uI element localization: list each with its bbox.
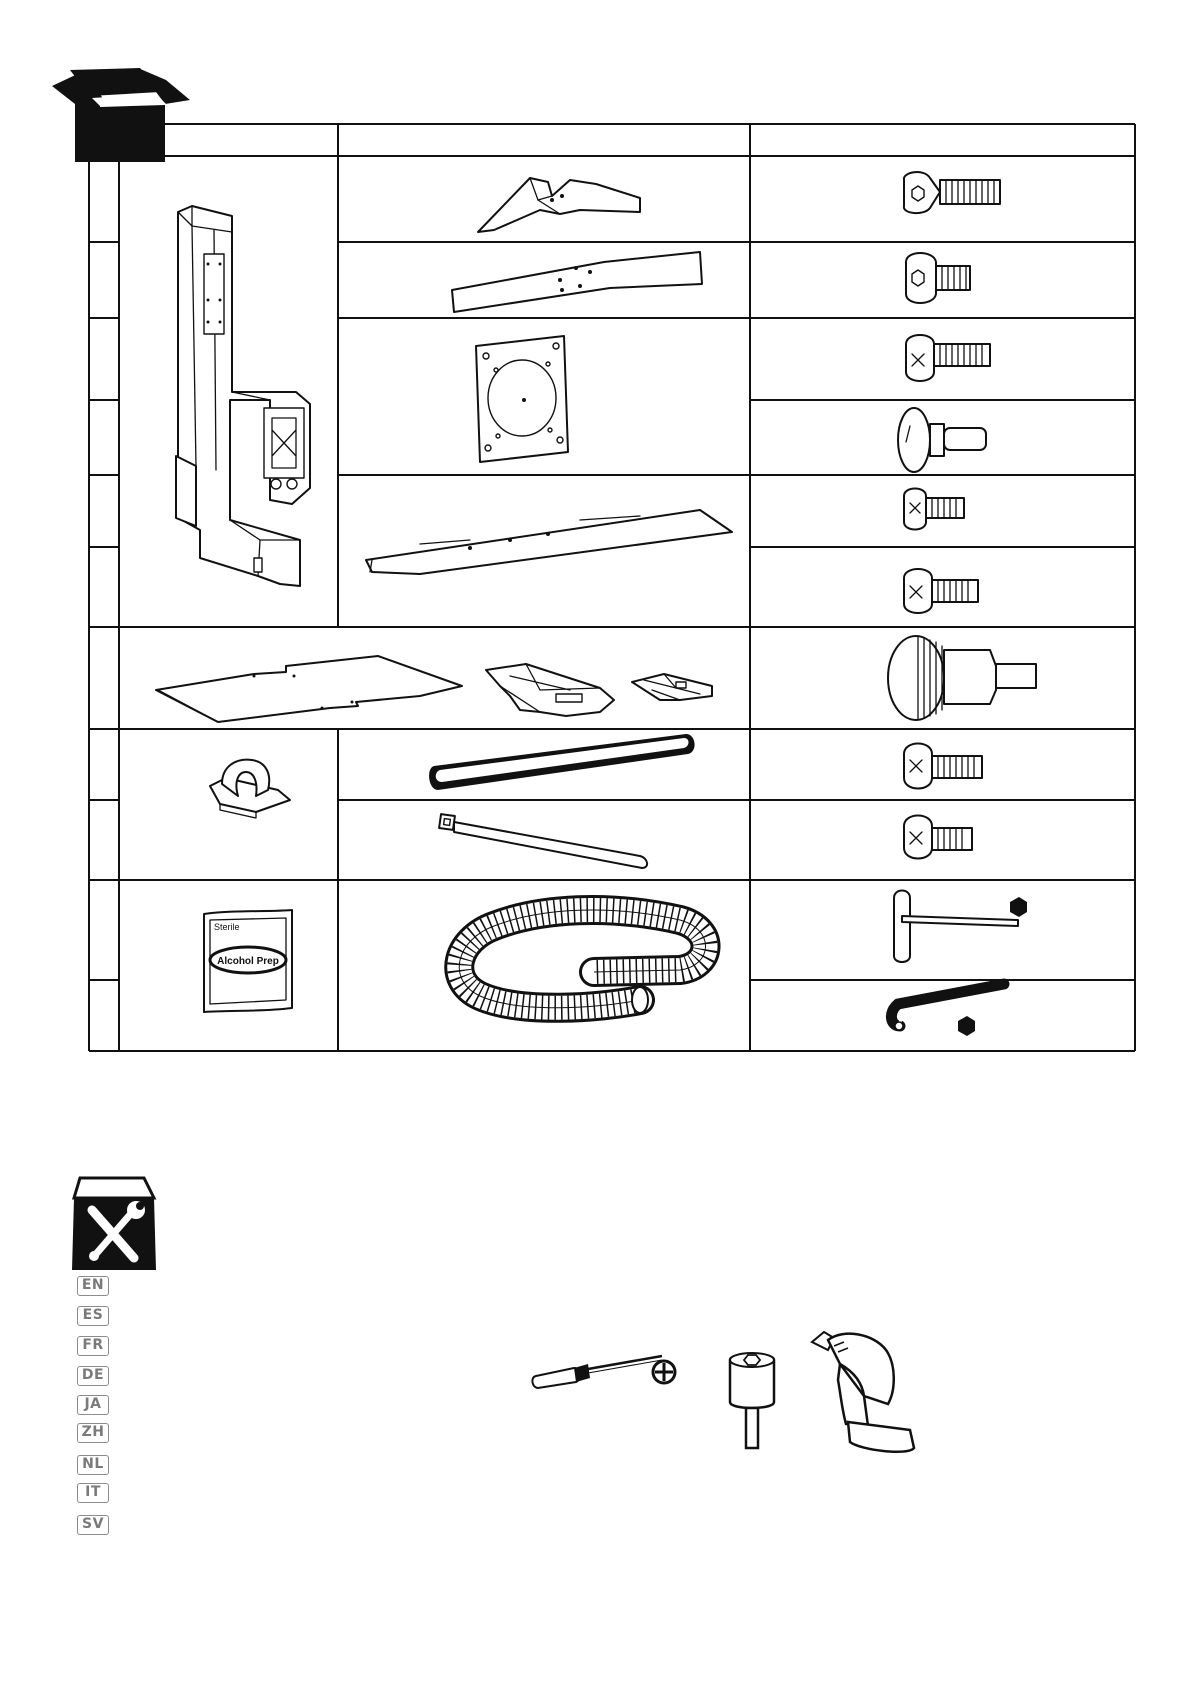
power-drill-icon	[804, 1320, 924, 1470]
cable-clip-part	[210, 760, 290, 818]
small-phillips-screw-part	[904, 489, 964, 530]
phillips-screw-part	[904, 569, 978, 613]
phillips-screw-part	[904, 744, 982, 789]
vesa-plate-part	[476, 336, 568, 462]
t-handle-hex-key-part	[894, 891, 1027, 963]
open-box-icon	[52, 68, 190, 162]
button-head-screw-part	[906, 253, 970, 303]
flat-plate-part	[156, 656, 462, 722]
rubber-strip-part	[429, 734, 695, 790]
language-tag-nl: NL	[77, 1455, 109, 1475]
slide-bracket-part	[486, 664, 614, 716]
phillips-screwdriver-icon	[530, 1340, 680, 1400]
l-hex-key-part	[891, 984, 1004, 1036]
cable-tie-part	[439, 814, 647, 868]
cable-sleeve-part	[459, 910, 705, 1013]
base-bracket-part	[478, 178, 640, 232]
language-tag-zh: ZH	[77, 1423, 109, 1443]
long-rail-part	[452, 252, 702, 312]
alcohol-prep-label: Alcohol Prep	[217, 956, 279, 967]
upright-column-part	[176, 206, 310, 586]
short-phillips-screw-part	[904, 816, 972, 859]
phillips-screw-part	[906, 335, 990, 381]
small-clip-part	[632, 674, 712, 700]
shelf-plate-part	[366, 510, 732, 574]
hex-socket-screw-part	[904, 172, 1000, 213]
language-tag-en: EN	[77, 1276, 109, 1296]
language-tag-es: ES	[77, 1306, 109, 1326]
hex-socket-bit-icon	[726, 1350, 786, 1460]
language-tag-ja: JA	[77, 1395, 109, 1415]
language-tag-it: IT	[77, 1483, 109, 1503]
language-tag-de: DE	[77, 1366, 109, 1386]
tools-box-icon	[60, 1170, 170, 1270]
language-tag-sv: SV	[77, 1515, 109, 1535]
knurled-knob-part	[888, 636, 1036, 720]
language-tag-fr: FR	[77, 1336, 109, 1356]
thumb-pin-part	[898, 408, 986, 472]
alcohol-prep-pad-part	[204, 910, 292, 1012]
sterile-label: Sterile	[214, 922, 240, 932]
